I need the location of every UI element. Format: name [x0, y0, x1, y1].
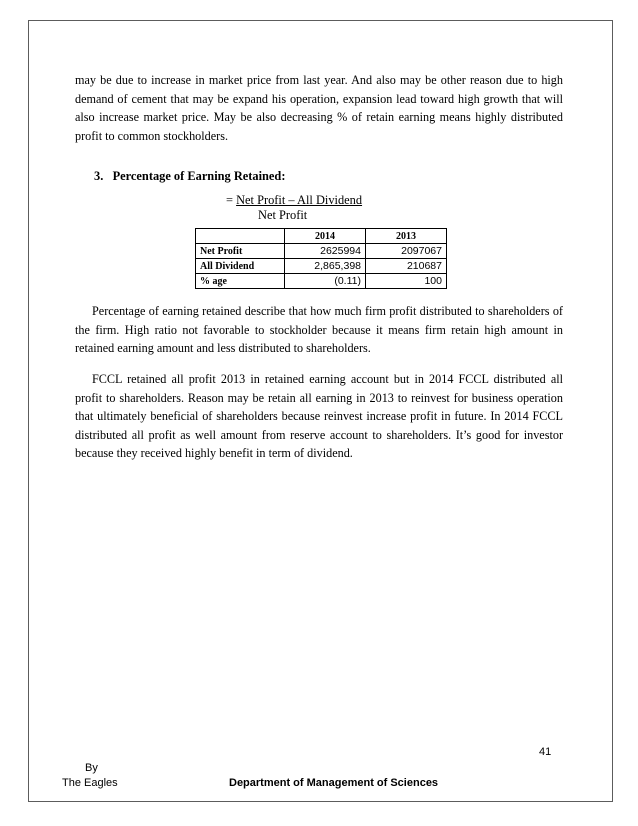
row-label: % age: [196, 274, 285, 289]
table-row: [196, 244, 447, 259]
table-header-cell: 2014: [285, 229, 366, 244]
table-cell: (0.11): [285, 274, 366, 289]
footer-department: Department of Management of Sciences: [229, 777, 439, 789]
table-cell: 2097067: [366, 244, 447, 259]
analysis-paragraph: FCCL retained all profit 2013 in retained earning account but in 2014 FCCL distributed all profit to shareholders. Reason may be retain all earning in 2013 to reinvest for business operation that ultimately beneficial of shareholders because reinvest increase profit in future. In 2014 FCCL distributed all profit as well amount from reserve account to shareholders. It’s good for investor because they received highly benefit in term of dividend.: [75, 372, 563, 461]
table-cell: 210687: [366, 259, 447, 274]
section-heading: 3. Percentage of Earning Retained:: [94, 169, 286, 183]
row-label: All Dividend: [196, 259, 285, 274]
formula-prefix: =: [226, 193, 237, 207]
table-header-row: [196, 229, 447, 244]
row-label: Net Profit: [196, 244, 285, 259]
table-cell: 2625994: [285, 244, 366, 259]
table-cell: 2,865,398: [285, 259, 366, 274]
footer-team: The Eagles: [62, 777, 118, 789]
formula-denominator: Net Profit: [258, 208, 308, 222]
table-header-cell: 2013: [366, 229, 447, 244]
formula-numerator: Net Profit – All Dividend: [236, 193, 363, 207]
definition-paragraph: Percentage of earning retained describe that how much firm profit distributed to shareholders of the firm. High ratio not favorable to stockholder because it means firm retain high amount in retained earning amount and less distributed to shareholders.: [75, 304, 563, 356]
footer-by: By: [85, 762, 98, 774]
formula-numerator-line: [226, 193, 362, 208]
intro-paragraph: may be due to increase in market price from last year. And also may be other reason due to high demand of cement that may be expand his operation, expansion lead toward high growth that will also increase market price. May be also decreasing % of retain earning means highly distributed profit to common stockholders.: [75, 73, 563, 143]
table-row: [196, 259, 447, 274]
table-row: [196, 274, 447, 289]
table-header-cell: [196, 229, 285, 244]
retention-table: [195, 228, 447, 289]
table-cell: 100: [366, 274, 447, 289]
page-number: 41: [539, 746, 552, 758]
